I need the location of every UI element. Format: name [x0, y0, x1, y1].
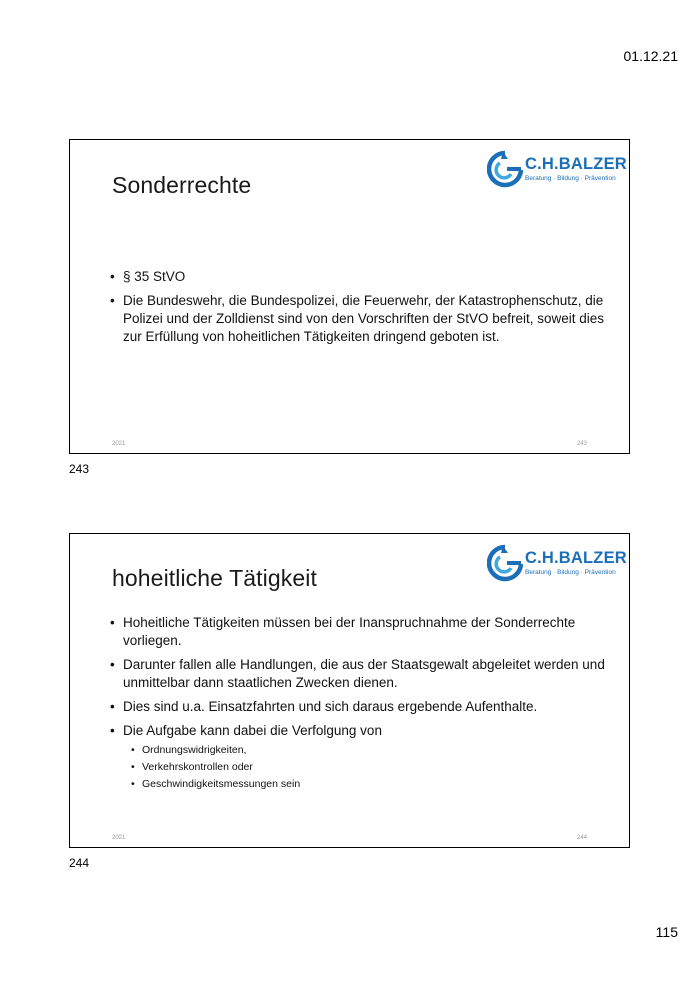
balzer-logo-icon	[487, 544, 523, 582]
slide-243	[69, 139, 630, 454]
handout-page-number: 115	[655, 924, 678, 940]
slide-label: 243	[69, 462, 90, 476]
company-logo	[487, 544, 627, 582]
bullet-item: • § 35 StVO	[110, 268, 610, 286]
sub-bullet-item: • Geschwindigkeitsmessungen sein	[110, 776, 610, 793]
slide-footer-year: 2021	[112, 835, 126, 841]
company-logo	[487, 150, 627, 188]
slide-244	[69, 533, 630, 848]
slide-footer-number: 243	[576, 441, 587, 447]
slide-footer-year: 2021	[112, 441, 126, 447]
balzer-logo-icon	[487, 150, 523, 188]
bullet-item: • Darunter fallen alle Handlungen, die aus der Staatsgewalt abgeleitet werden und unmittelbar dann staatlichen Zwecken dienen.	[110, 656, 610, 692]
sub-bullet-list	[110, 742, 610, 793]
bullet-item: • Dies sind u.a. Einsatzfahrten und sich daraus ergebende Aufenthalte.	[110, 698, 610, 716]
slide-footer-number: 244	[576, 835, 587, 841]
slide-title: hoheitliche Tätigkeit	[112, 565, 317, 591]
bullet-list	[110, 614, 610, 793]
sub-bullet-item: • Ordnungswidrigkeiten,	[110, 742, 610, 759]
bullet-item: • Hoheitliche Tätigkeiten müssen bei der Inanspruchnahme der Sonderrechte vorliegen.	[110, 614, 610, 650]
logo-name: C.H.BALZER	[525, 549, 627, 567]
sub-bullet-item: • Verkehrskontrollen oder	[110, 759, 610, 776]
bullet-item: • Die Bundeswehr, die Bundespolizei, die Feuerwehr, der Katastrophenschutz, die Polizei und der Zolldienst sind von den Vorschriften der StVO befreit, soweit dies zur Erfüllung von hoheitlichen Tätigkeiten dringend geboten ist.	[110, 292, 610, 346]
slide-title: Sonderrechte	[112, 172, 252, 198]
slide-label: 244	[69, 856, 90, 870]
logo-tagline: Beratung · Bildung · Prävention	[525, 175, 616, 182]
logo-tagline: Beratung · Bildung · Prävention	[525, 569, 616, 576]
bullet-item: • Die Aufgabe kann dabei die Verfolgung von	[110, 722, 610, 740]
handout-date: 01.12.21	[623, 48, 678, 64]
logo-name: C.H.BALZER	[525, 155, 627, 173]
bullet-list	[110, 268, 610, 352]
